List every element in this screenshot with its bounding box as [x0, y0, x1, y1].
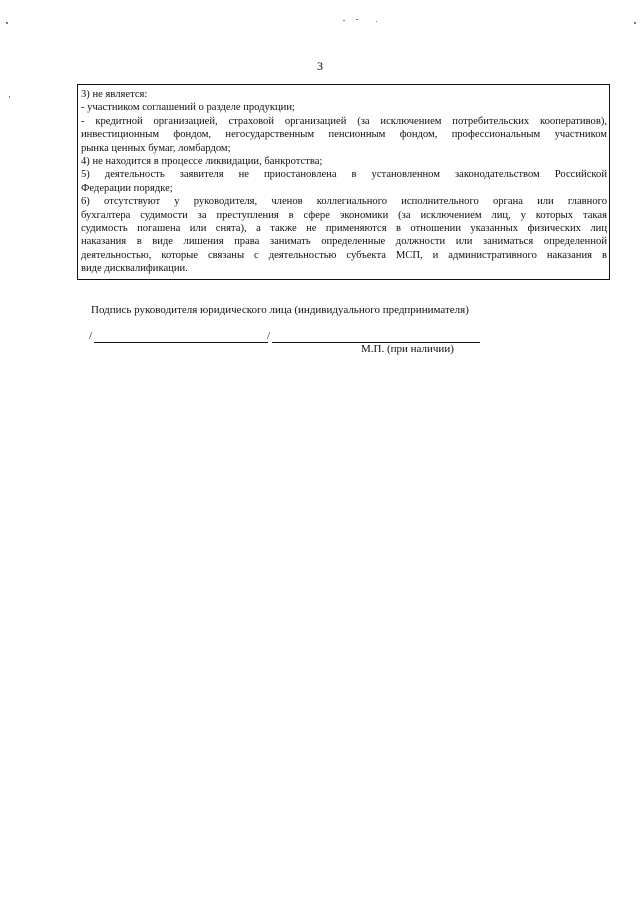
scan-speck [343, 20, 345, 21]
condition-line: Федерации порядке; [81, 182, 173, 194]
condition-line: судимость погашена или снята), а также не применяются в отношении указанных физических лиц [81, 223, 607, 235]
condition-line: 5) деятельность заявителя не приостановлена в установленном законодательством Российской [81, 169, 607, 181]
condition-line: инвестиционным фондом, негосударственным пенсионным фондом, профессиональным участником [81, 129, 607, 141]
signature-separator-middle: / [267, 330, 271, 342]
condition-line: 6) отсутствуют у руководителя, членов коллегиального исполнительного органа или главного [81, 196, 607, 208]
stamp-label: М.П. (при наличии) [361, 343, 454, 355]
condition-line: рынка ценных бумаг, ломбардом; [81, 142, 231, 154]
condition-line: деятельностью, которые связаны с деятельностью субъекта МСП, и административного наказания в [81, 249, 607, 261]
scan-speck [356, 19, 358, 20]
scan-speck [6, 22, 8, 24]
signature-separator-start: / [89, 330, 93, 342]
conditions-box [77, 84, 610, 280]
condition-line: виде дисквалификации. [81, 263, 188, 275]
signature-label: Подпись руководителя юридического лица (индивидуального предпринимателя) [91, 304, 469, 316]
signature-field-line [94, 342, 268, 343]
scan-speck [634, 22, 636, 24]
scan-speck [9, 96, 10, 98]
condition-line: бухгалтера судимости за преступления в сфере экономики (за исключением лиц, у которых такая [81, 209, 607, 221]
condition-line: 3) не является: [81, 89, 148, 100]
page-number: 3 [317, 59, 323, 73]
condition-line: - кредитной организацией, страховой организацией (за исключением потребительских кооперативов), [81, 115, 607, 127]
condition-line: - участником соглашений о разделе продукции; [81, 102, 295, 114]
condition-line: 4) не находится в процессе ликвидации, банкротства; [81, 156, 323, 168]
scan-speck [376, 21, 377, 22]
condition-line: наказания в виде лишения права занимать определенные должности или заниматься определенной [81, 236, 607, 248]
